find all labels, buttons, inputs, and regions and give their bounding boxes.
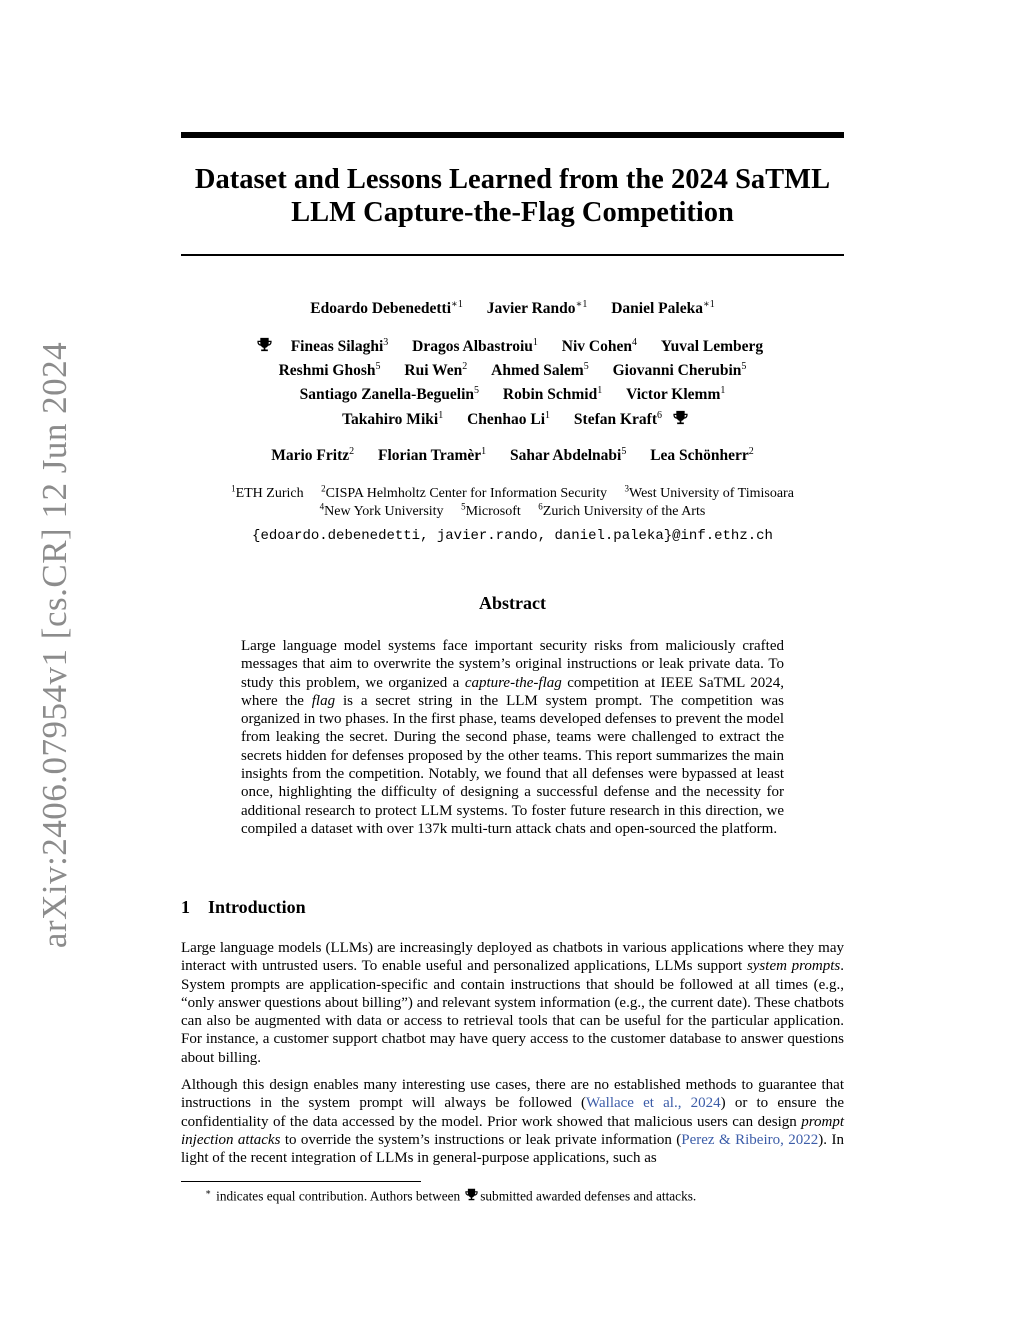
author-row-5 <box>181 410 844 429</box>
author-row-1 <box>181 299 844 318</box>
author: Daniel Paleka$^{∗1}$ <box>611 299 715 318</box>
arxiv-identifier[interactable]: arXiv:2406.07954v1 [cs.CR] 12 Jun 2024 <box>35 341 74 949</box>
author: Yuval Lemberg <box>660 338 764 356</box>
author-row-2 <box>181 337 844 356</box>
author: Lea Schönherr$^2$ <box>650 446 754 465</box>
title-rule-bottom <box>181 254 844 256</box>
footnote-marker: ∗ <box>205 1187 212 1197</box>
footnote-rule <box>181 1181 421 1182</box>
author: Florian Tramèr$^1$ <box>377 446 487 465</box>
affiliation: $^5$Microsoft <box>461 501 521 519</box>
title-rule-top <box>181 132 844 138</box>
section-heading-introduction <box>181 897 306 918</box>
author-row-4 <box>181 385 844 404</box>
author: Victor Klemm$^1$ <box>626 385 726 404</box>
author-row-3 <box>181 361 844 380</box>
author: Mario Fritz$^2$ <box>271 446 355 465</box>
citation-link[interactable]: Wallace et al., 2024 <box>586 1095 721 1112</box>
author: Robin Schmid$^1$ <box>502 385 603 404</box>
affiliation: $^2$CISPA Helmholtz Center for Information Security <box>321 483 607 501</box>
footnote-text: indicates equal contribution. Authors between <box>216 1188 461 1204</box>
citation-link[interactable]: Perez & Ribeiro, 2022 <box>681 1131 819 1148</box>
footnote <box>205 1187 696 1204</box>
author: Javier Rando$^{∗1}$ <box>486 299 588 318</box>
abstract-heading: Abstract <box>479 593 546 613</box>
author: Takahiro Miki$^1$ <box>342 410 444 429</box>
title-line-2: LLM Capture-the-Flag Competition <box>291 197 734 228</box>
author: Fineas Silaghi$^3$ <box>290 337 389 356</box>
intro-paragraph-2: Although this design enables many interesting use cases, there are no established methods to guarantee that instructions in the system prompt will always be followed (Wallace et al., 2024) or to ensure the confidentiality of the data accessed by the model. Prior work showed that malicious users can design prompt injection attacks to override the system’s instructions or leak private information (Perez & Ribeiro, 2022). In light of the recent integration of LLMs in general-purpose applications, such as <box>181 1077 844 1167</box>
affiliation: $^3$West University of Timisoara <box>624 483 794 501</box>
author: Sahar Abdelnabi$^5$ <box>510 446 627 465</box>
author: Niv Cohen$^4$ <box>561 337 637 356</box>
affiliation: $^6$Zurich University of the Arts <box>538 501 706 519</box>
abstract-text: Large language model systems face important security risks from maliciously crafted messages that aim to overwrite the system’s original instructions or leak private data. To study this problem, we organized a capture-the-flag competition at IEEE SaTML 2024, where the flag is a secret string in the LLM system prompt. The competition was organized in two phases. In the first phase, teams developed defenses to prevent the model from leaking the secret. During the second phase, teams were challenged to extract the secrets hidden for defenses proposed by the other teams. This report summarizes the main insights from the competition. Notably, we found that all defenses were bypassed at least once, highlighting the difficulty of designing a successful defense and the necessity for additional research to protect LLM systems. To foster future research in this direction, we compiled a dataset with over 137k multi-turn attack chats and open-sourced the platform. <box>241 638 784 837</box>
author: Giovanni Cherubin$^5$ <box>612 361 747 380</box>
affiliation: $^1$ETH Zurich <box>231 483 304 501</box>
footnote-text: submitted awarded defenses and attacks. <box>480 1188 697 1204</box>
author: Chenhao Li$^1$ <box>467 410 551 429</box>
author: Rui Wen$^2$ <box>404 361 468 380</box>
affiliations-row-1 <box>181 483 844 502</box>
author: Edoardo Debenedetti$^{∗1}$ <box>310 299 463 318</box>
section-number: 1 <box>181 897 190 917</box>
author-row-6 <box>181 446 844 465</box>
trophy-icon <box>672 410 689 425</box>
trophy-icon <box>256 337 273 352</box>
trophy-icon <box>464 1188 479 1201</box>
affiliations-row-2 <box>181 501 844 520</box>
title-line-1: Dataset and Lessons Learned from the 2024 SaTML <box>194 164 831 195</box>
section-title: Introduction <box>208 897 306 917</box>
author: Ahmed Salem$^5$ <box>491 361 589 380</box>
author: Santiago Zanella-Beguelin$^5$ <box>299 385 480 404</box>
author: Dragos Albastroiu$^1$ <box>412 337 538 356</box>
author: Reshmi Ghosh$^5$ <box>278 361 381 380</box>
intro-paragraph-1: Large language models (LLMs) are increasingly deployed as chatbots in various applications where they may interact with untrusted users. To enable useful and personalized applications, LLMs support system prompts. System prompts are application-specific and contain instructions that should be followed at all times (e.g., “only answer questions about billing”) and relevant system information (e.g., the current date). These chatbots can also be augmented with data or access to retrieval tools that can be useful for the particular application. For instance, a customer support chatbot may have query access to the customer database to answer questions about billing. <box>181 940 845 1066</box>
author: Stefan Kraft$^6$ <box>573 410 662 429</box>
affiliation: $^4$New York University <box>319 501 444 519</box>
paper-title <box>181 163 844 229</box>
author-emails: {edoardo.debenedetti, javier.rando, daniel.paleka}@inf.ethz.ch <box>252 528 773 544</box>
